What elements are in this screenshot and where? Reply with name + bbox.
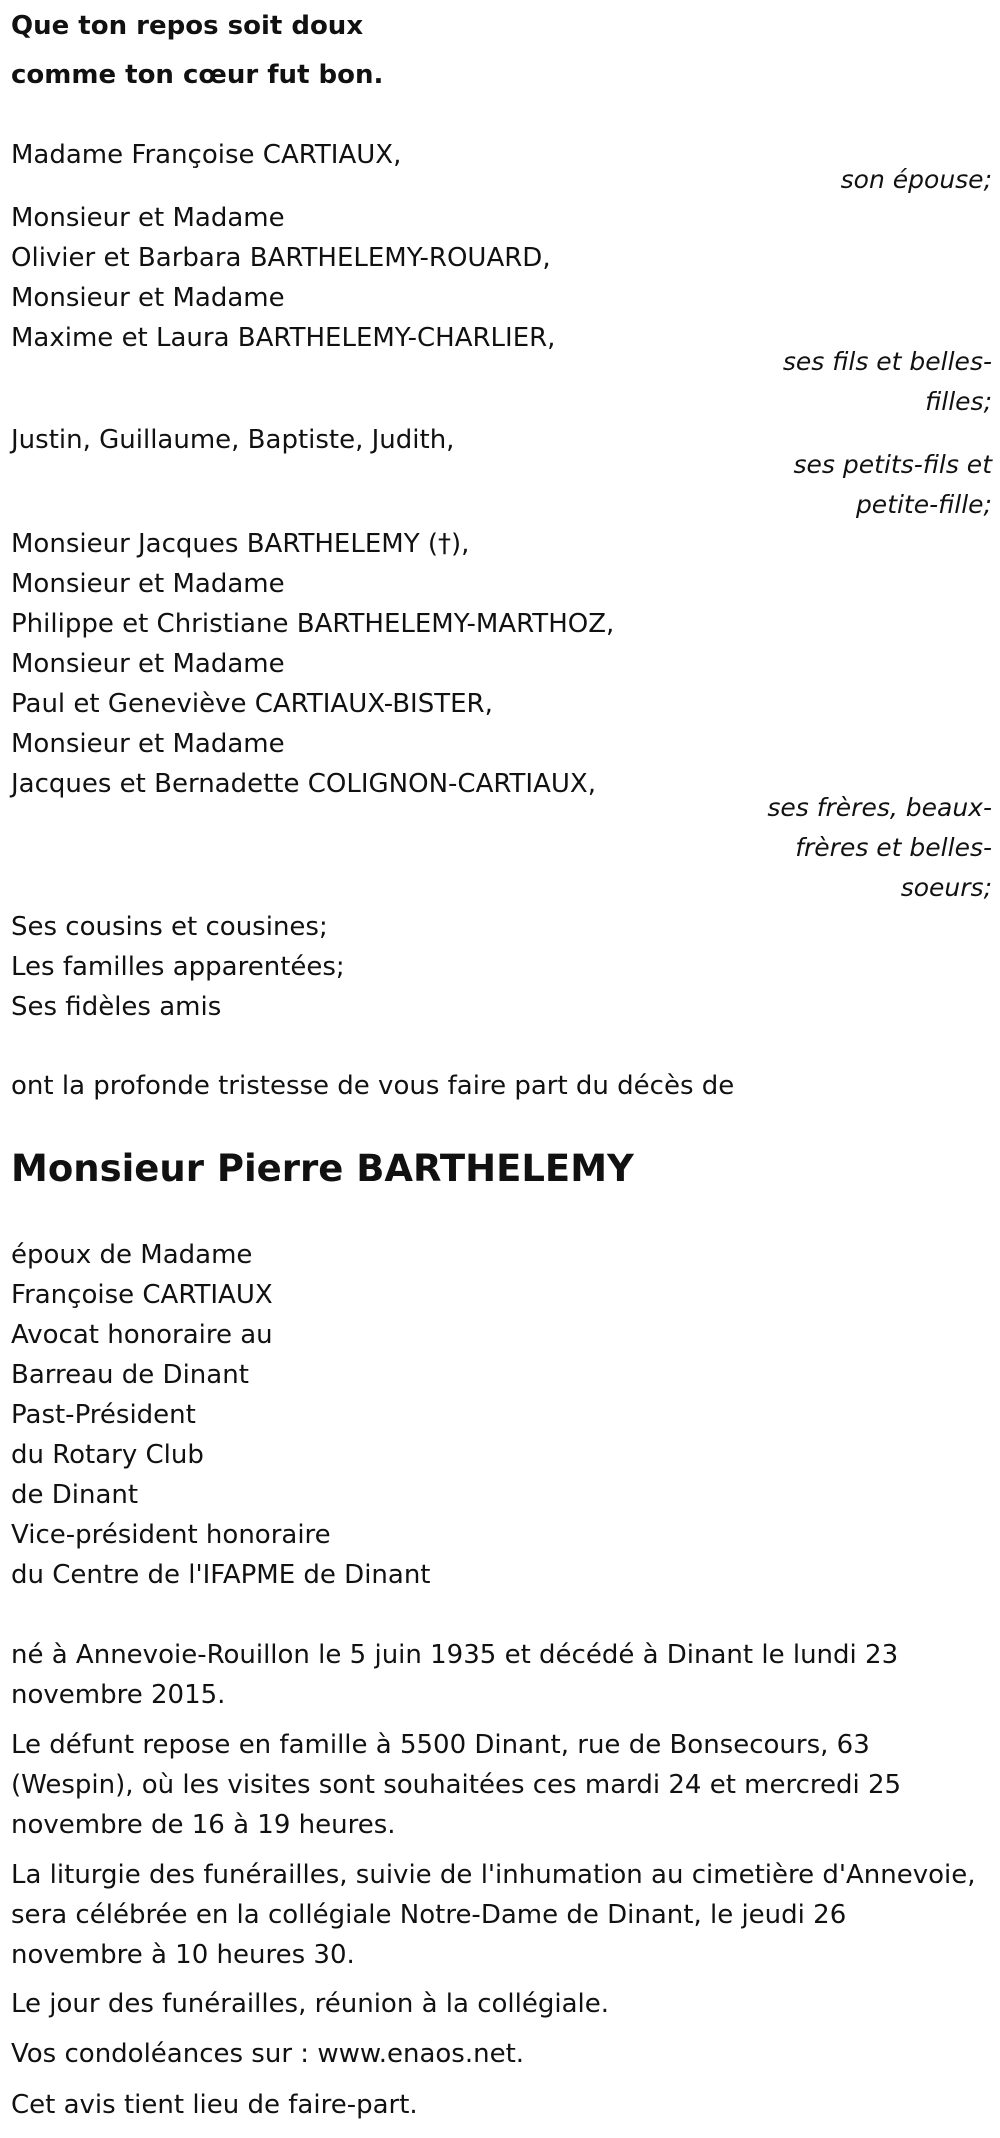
detail-line: né à Annevoie-Rouillon le 5 juin 1935 et décédé à Dinant le lundi 23 bbox=[11, 1640, 899, 1670]
relation-line: frères et belles- bbox=[795, 833, 992, 862]
spouse-relation: son épouse; bbox=[840, 165, 992, 194]
verse-line-2: comme ton cœur fut bon. bbox=[11, 60, 384, 90]
meeting-text: Le jour des funérailles, réunion à la collégiale. bbox=[11, 1989, 609, 2019]
detail-line: Le défunt repose en famille à 5500 Dinant, rue de Bonsecours, 63 bbox=[11, 1730, 870, 1760]
title-line: Barreau de Dinant bbox=[11, 1360, 249, 1390]
title-line: Avocat honoraire au bbox=[11, 1320, 273, 1350]
grandchildren-relation bbox=[600, 445, 992, 525]
grandchildren-names: Justin, Guillaume, Baptiste, Judith, bbox=[11, 425, 455, 455]
mourner-line: Les familles apparentées; bbox=[11, 952, 345, 982]
notice-text: Cet avis tient lieu de faire-part. bbox=[11, 2090, 418, 2120]
detail-line: novembre à 10 heures 30. bbox=[11, 1940, 355, 1970]
detail-line: novembre 2015. bbox=[11, 1680, 226, 1710]
deceased-titles bbox=[11, 1235, 431, 1595]
announcement-text: ont la profonde tristesse de vous faire part du décès de bbox=[11, 1071, 735, 1101]
verse-line-1: Que ton repos soit doux bbox=[11, 11, 364, 41]
funeral-text bbox=[11, 1855, 976, 1975]
family-name-line: Monsieur et Madame bbox=[11, 649, 285, 679]
sons-names bbox=[11, 198, 555, 358]
family-name-line: Monsieur et Madame bbox=[11, 203, 285, 233]
deceased-name: Monsieur Pierre BARTHELEMY bbox=[11, 1147, 634, 1190]
title-line: Françoise CARTIAUX bbox=[11, 1280, 273, 1310]
detail-line: novembre de 16 à 19 heures. bbox=[11, 1810, 396, 1840]
family-name-line: Philippe et Christiane BARTHELEMY-MARTHOZ, bbox=[11, 609, 615, 639]
visits-text bbox=[11, 1725, 901, 1845]
siblings-relation bbox=[600, 788, 992, 908]
title-line: Past-Président bbox=[11, 1400, 196, 1430]
other-mourners bbox=[11, 907, 345, 1027]
relation-line: petite-fille; bbox=[855, 490, 992, 519]
title-line: époux de Madame bbox=[11, 1240, 253, 1270]
mourner-line: Ses fidèles amis bbox=[11, 992, 222, 1022]
family-name-line: Paul et Geneviève CARTIAUX-BISTER, bbox=[11, 689, 493, 719]
siblings-names bbox=[11, 524, 614, 804]
condolences-text: Vos condoléances sur : www.enaos.net. bbox=[11, 2039, 525, 2069]
detail-line: La liturgie des funérailles, suivie de l'inhumation au cimetière d'Annevoie, bbox=[11, 1860, 976, 1890]
detail-line: sera célébrée en la collégiale Notre-Dame de Dinant, le jeudi 26 bbox=[11, 1900, 847, 1930]
sons-relation bbox=[600, 342, 992, 422]
relation-line: ses fils et belles- bbox=[782, 347, 992, 376]
title-line: de Dinant bbox=[11, 1480, 139, 1510]
family-name-line: Monsieur et Madame bbox=[11, 569, 285, 599]
title-line: du Centre de l'IFAPME de Dinant bbox=[11, 1560, 431, 1590]
family-name-line: Monsieur et Madame bbox=[11, 729, 285, 759]
birth-death-text bbox=[11, 1635, 898, 1715]
detail-line: (Wespin), où les visites sont souhaitées ces mardi 24 et mercredi 25 bbox=[11, 1770, 902, 1800]
relation-line: filles; bbox=[925, 387, 992, 416]
relation-line: ses frères, beaux- bbox=[767, 793, 992, 822]
family-name-line: Monsieur Jacques BARTHELEMY (†), bbox=[11, 529, 470, 559]
spouse-name: Madame Françoise CARTIAUX, bbox=[11, 140, 402, 170]
family-name-line: Jacques et Bernadette COLIGNON-CARTIAUX, bbox=[11, 769, 596, 799]
family-name-line: Monsieur et Madame bbox=[11, 283, 285, 313]
family-name-line: Maxime et Laura BARTHELEMY-CHARLIER, bbox=[11, 323, 556, 353]
relation-line: soeurs; bbox=[900, 873, 992, 902]
title-line: Vice-président honoraire bbox=[11, 1520, 331, 1550]
title-line: du Rotary Club bbox=[11, 1440, 204, 1470]
mourner-line: Ses cousins et cousines; bbox=[11, 912, 328, 942]
family-name-line: Olivier et Barbara BARTHELEMY-ROUARD, bbox=[11, 243, 551, 273]
relation-line: ses petits-fils et bbox=[793, 450, 992, 479]
